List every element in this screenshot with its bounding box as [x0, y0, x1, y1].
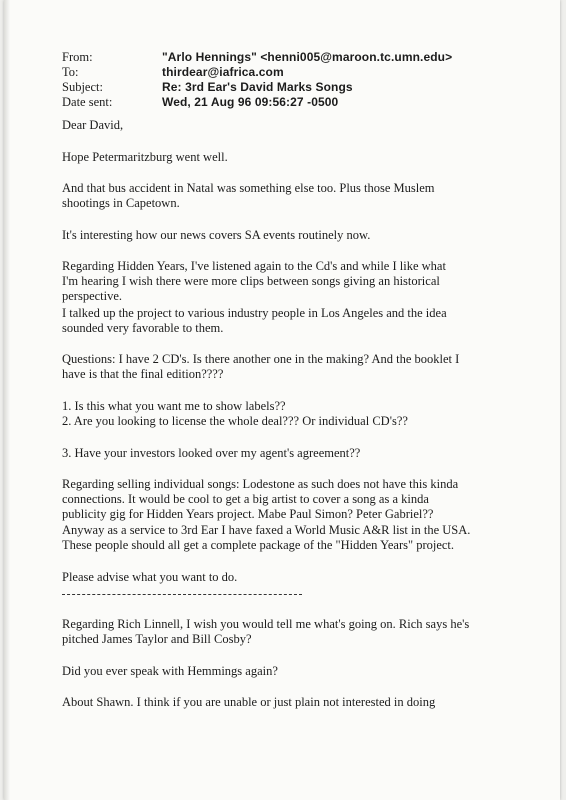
- question-line: 3. Have your investors looked over my agent's agreement??: [62, 446, 361, 460]
- paragraph-line: Regarding selling individual songs: Lodestone as such does not have this kinda: [62, 477, 459, 491]
- paragraph-line: It's interesting how our news covers SA events routinely now.: [62, 228, 371, 242]
- email-header: [62, 50, 452, 110]
- dashed-divider: [62, 594, 302, 595]
- paragraph: [62, 259, 446, 304]
- paragraph-line: shootings in Capetown.: [62, 196, 180, 210]
- paragraph-line: perspective.: [62, 289, 123, 303]
- paragraph-line: These people should all get a complete package of the "Hidden Years" project.: [62, 538, 455, 552]
- from-value: "Arlo Hennings" <henni005@maroon.tc.umn.edu>: [162, 50, 453, 64]
- date-value: Wed, 21 Aug 96 09:56:27 -0500: [162, 95, 339, 109]
- paragraph-line: connections. It would be cool to get a big artist to cover a song as a kinda: [62, 492, 429, 506]
- paragraph-line: have is that the final edition????: [62, 367, 224, 381]
- paragraph: [62, 306, 447, 336]
- subject-label: Subject:: [62, 80, 103, 94]
- paragraph-line: I talked up the project to various industry people in Los Angeles and the idea: [62, 306, 447, 320]
- paragraph: [62, 399, 408, 429]
- paragraph-line: Hope Petermaritzburg went well.: [62, 150, 228, 164]
- paragraph: [62, 695, 435, 710]
- subject-row: [62, 80, 452, 95]
- paragraph: [62, 523, 470, 553]
- paragraph-line: I'm hearing I wish there were more clips between songs giving an historical: [62, 274, 440, 288]
- question-line: 1. Is this what you want me to show labels??: [62, 399, 286, 413]
- paragraph-line: Please advise what you want to do.: [62, 570, 238, 584]
- to-label: To:: [62, 65, 79, 79]
- to-value: thirdear@iafrica.com: [162, 65, 284, 79]
- date-label: Date sent:: [62, 95, 113, 109]
- paragraph: [62, 150, 228, 165]
- subject-value: Re: 3rd Ear's David Marks Songs: [162, 80, 353, 94]
- paragraph-line: publicity gig for Hidden Years project. Mabe Paul Simon? Peter Gabriel??: [62, 507, 434, 521]
- from-row: [62, 50, 452, 65]
- paragraph-line: Did you ever speak with Hemmings again?: [62, 664, 278, 678]
- paragraph: [62, 181, 435, 211]
- greeting: [62, 118, 123, 133]
- paragraph: [62, 664, 278, 679]
- paragraph-line: And that bus accident in Natal was something else too. Plus those Muslem: [62, 181, 435, 195]
- paragraph: [62, 570, 237, 585]
- paragraph-line: Anyway as a service to 3rd Ear I have faxed a World Music A&R list in the USA.: [62, 523, 471, 537]
- paragraph: [62, 228, 370, 243]
- paragraph: [62, 352, 459, 382]
- paragraph-line: Questions: I have 2 CD's. Is there another one in the making? And the booklet I: [62, 352, 460, 366]
- paragraph-line: Regarding Hidden Years, I've listened again to the Cd's and while I like what: [62, 259, 446, 273]
- from-label: From:: [62, 50, 93, 64]
- paragraph-line: sounded very favorable to them.: [62, 321, 224, 335]
- paragraph: [62, 446, 360, 461]
- page-edge-shadow: [4, 0, 10, 800]
- date-row: [62, 95, 452, 110]
- question-line: 2. Are you looking to license the whole deal??? Or individual CD's??: [62, 414, 408, 428]
- greeting-text: Dear David,: [62, 118, 124, 132]
- to-row: [62, 65, 452, 80]
- paragraph-line: About Shawn. I think if you are unable or just plain not interested in doing: [62, 695, 436, 709]
- paragraph-line: pitched James Taylor and Bill Cosby?: [62, 632, 252, 646]
- paragraph-line: Regarding Rich Linnell, I wish you would tell me what's going on. Rich says he's: [62, 617, 470, 631]
- paragraph: [62, 617, 469, 647]
- paragraph: [62, 477, 458, 522]
